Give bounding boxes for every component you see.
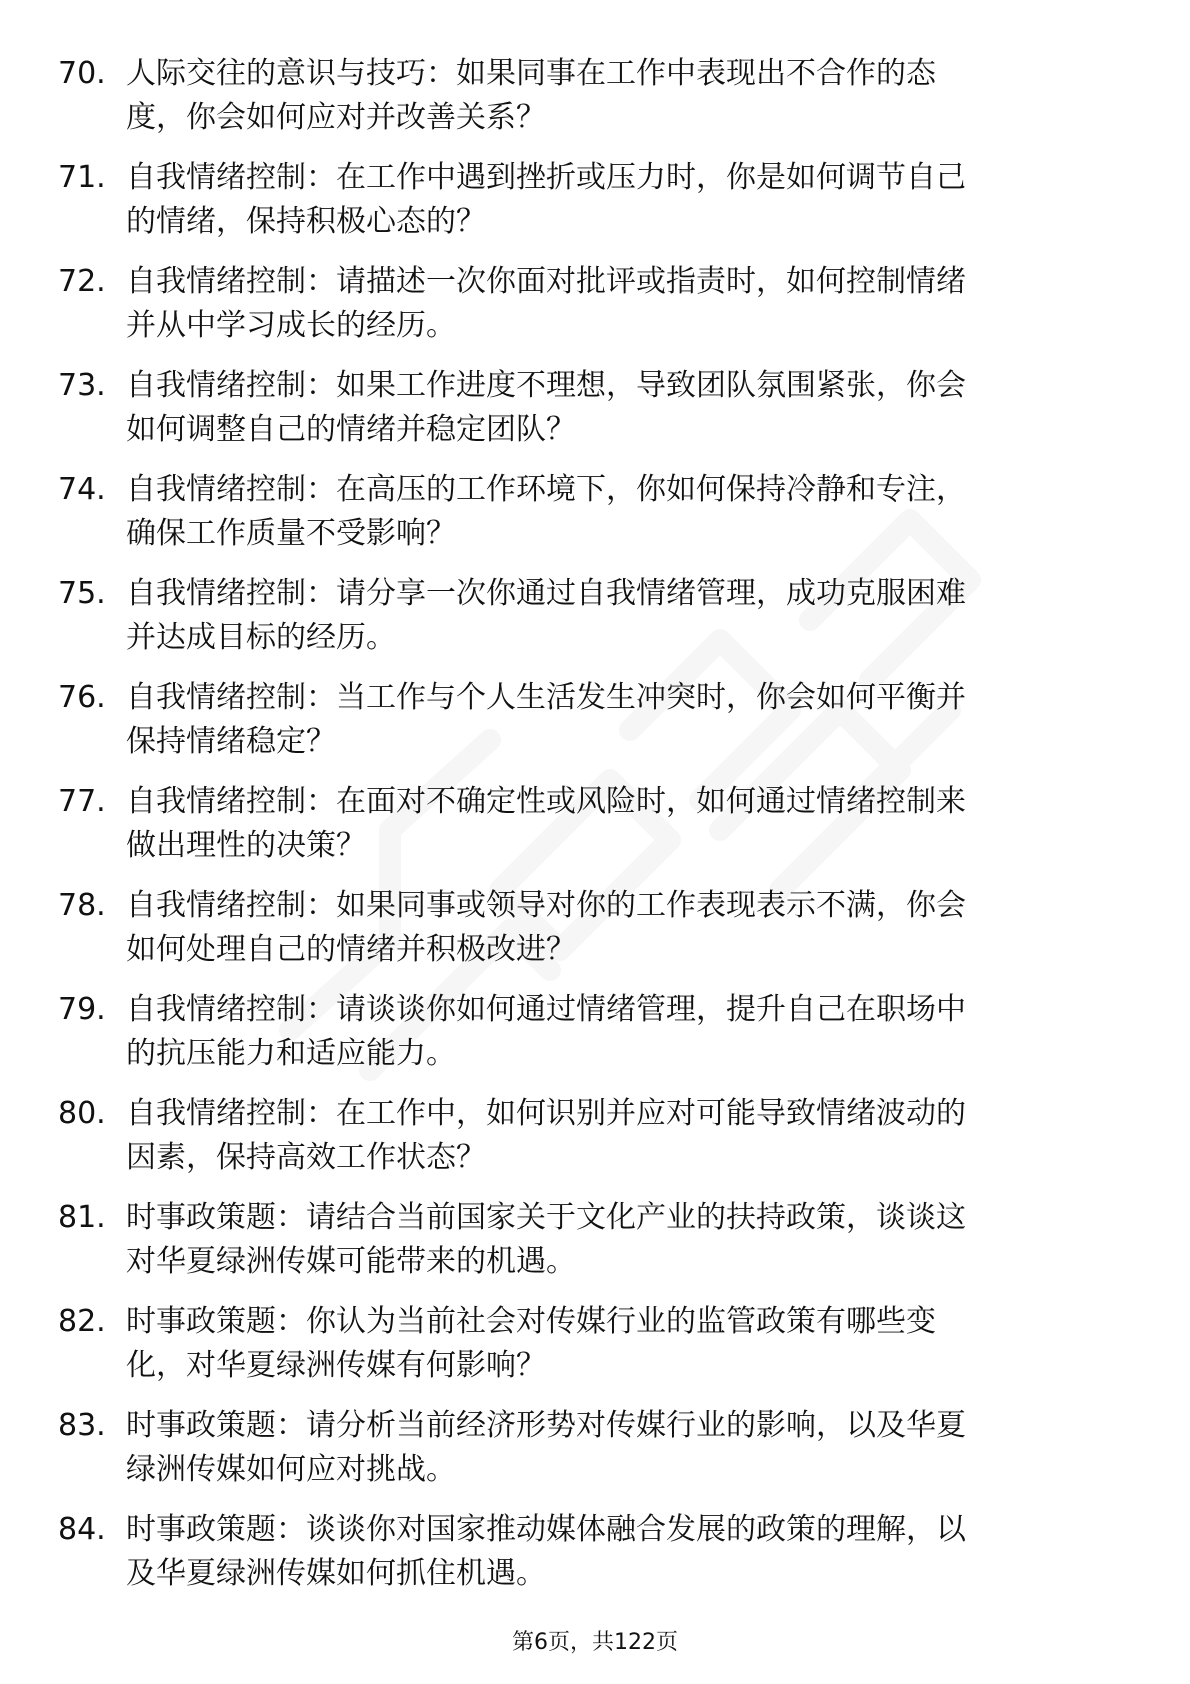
list-item (58, 48, 1118, 152)
item-text-line: 时事政策题：谈谈你对国家推动媒体融合发展的政策的理解，以 (126, 1512, 966, 1547)
item-text-line: 如何处理自己的情绪并积极改进？ (126, 932, 576, 967)
list-item (58, 360, 1118, 464)
item-text-line: 绿洲传媒如何应对挑战。 (126, 1452, 456, 1487)
item-text-line: 自我情绪控制：在面对不确定性或风险时，如何通过情绪控制来 (126, 784, 966, 819)
item-text (126, 572, 1126, 660)
item-number: 73. (58, 368, 106, 403)
item-number: 80. (58, 1096, 106, 1131)
item-text (126, 1196, 1126, 1284)
item-text-line: 做出理性的决策？ (126, 828, 366, 863)
item-text (126, 884, 1126, 972)
item-text-line: 自我情绪控制：如果同事或领导对你的工作表现表示不满，你会 (126, 888, 966, 923)
item-text-line: 并达成目标的经历。 (126, 620, 396, 655)
item-text (126, 260, 1126, 348)
list-item (58, 152, 1118, 256)
list-item (58, 1192, 1118, 1296)
list-item (58, 1088, 1118, 1192)
item-text (126, 1508, 1126, 1596)
item-number: 78. (58, 888, 106, 923)
item-text-line: 度，你会如何应对并改善关系？ (126, 100, 546, 135)
item-text (126, 1404, 1126, 1492)
item-number: 72. (58, 264, 106, 299)
page-footer (0, 1628, 1190, 1658)
list-item (58, 568, 1118, 672)
item-text-line: 的情绪，保持积极心态的？ (126, 204, 486, 239)
item-text-line: 化，对华夏绿洲传媒有何影响？ (126, 1348, 546, 1383)
item-number: 77. (58, 784, 106, 819)
item-text (126, 52, 1126, 140)
item-text-line: 因素，保持高效工作状态？ (126, 1140, 486, 1175)
item-text (126, 468, 1126, 556)
item-number: 81. (58, 1200, 106, 1235)
item-text (126, 676, 1126, 764)
item-text-line: 确保工作质量不受影响？ (126, 516, 456, 551)
item-text-line: 对华夏绿洲传媒可能带来的机遇。 (126, 1244, 576, 1279)
question-list (58, 48, 1118, 1608)
item-text (126, 1092, 1126, 1180)
item-number: 79. (58, 992, 106, 1027)
item-text-line: 如何调整自己的情绪并稳定团队？ (126, 412, 576, 447)
item-text-line: 及华夏绿洲传媒如何抓住机遇。 (126, 1556, 546, 1591)
item-text-line: 时事政策题：你认为当前社会对传媒行业的监管政策有哪些变 (126, 1304, 936, 1339)
item-number: 83. (58, 1408, 106, 1443)
item-text-line: 自我情绪控制：在工作中，如何识别并应对可能导致情绪波动的 (126, 1096, 966, 1131)
item-number: 75. (58, 576, 106, 611)
list-item (58, 984, 1118, 1088)
list-item (58, 776, 1118, 880)
item-text (126, 780, 1126, 868)
list-item (58, 464, 1118, 568)
item-text-line: 自我情绪控制：当工作与个人生活发生冲突时，你会如何平衡并 (126, 680, 966, 715)
item-text (126, 156, 1126, 244)
item-number: 74. (58, 472, 106, 507)
list-item (58, 880, 1118, 984)
item-text-line: 人际交往的意识与技巧：如果同事在工作中表现出不合作的态 (126, 56, 936, 91)
list-item (58, 1296, 1118, 1400)
page-number-label: 第6页，共122页 (512, 1630, 678, 1655)
item-number: 76. (58, 680, 106, 715)
item-text-line: 自我情绪控制：请分享一次你通过自我情绪管理，成功克服困难 (126, 576, 966, 611)
item-text (126, 1300, 1126, 1388)
item-number: 82. (58, 1304, 106, 1339)
item-text-line: 自我情绪控制：请谈谈你如何通过情绪管理，提升自己在职场中 (126, 992, 966, 1027)
item-number: 71. (58, 160, 106, 195)
item-text-line: 自我情绪控制：如果工作进度不理想，导致团队氛围紧张，你会 (126, 368, 966, 403)
list-item (58, 1400, 1118, 1504)
list-item (58, 1504, 1118, 1608)
item-text-line: 并从中学习成长的经历。 (126, 308, 456, 343)
list-item (58, 256, 1118, 360)
item-text-line: 自我情绪控制：在高压的工作环境下，你如何保持冷静和专注， (126, 472, 966, 507)
item-text-line: 时事政策题：请分析当前经济形势对传媒行业的影响，以及华夏 (126, 1408, 966, 1443)
item-text-line: 的抗压能力和适应能力。 (126, 1036, 456, 1071)
item-text-line: 时事政策题：请结合当前国家关于文化产业的扶持政策，谈谈这 (126, 1200, 966, 1235)
item-text (126, 988, 1126, 1076)
item-number: 84. (58, 1512, 106, 1547)
list-item (58, 672, 1118, 776)
item-text-line: 保持情绪稳定？ (126, 724, 336, 759)
item-number: 70. (58, 56, 106, 91)
item-text-line: 自我情绪控制：在工作中遇到挫折或压力时，你是如何调节自己 (126, 160, 966, 195)
item-text (126, 364, 1126, 452)
item-text-line: 自我情绪控制：请描述一次你面对批评或指责时，如何控制情绪 (126, 264, 966, 299)
